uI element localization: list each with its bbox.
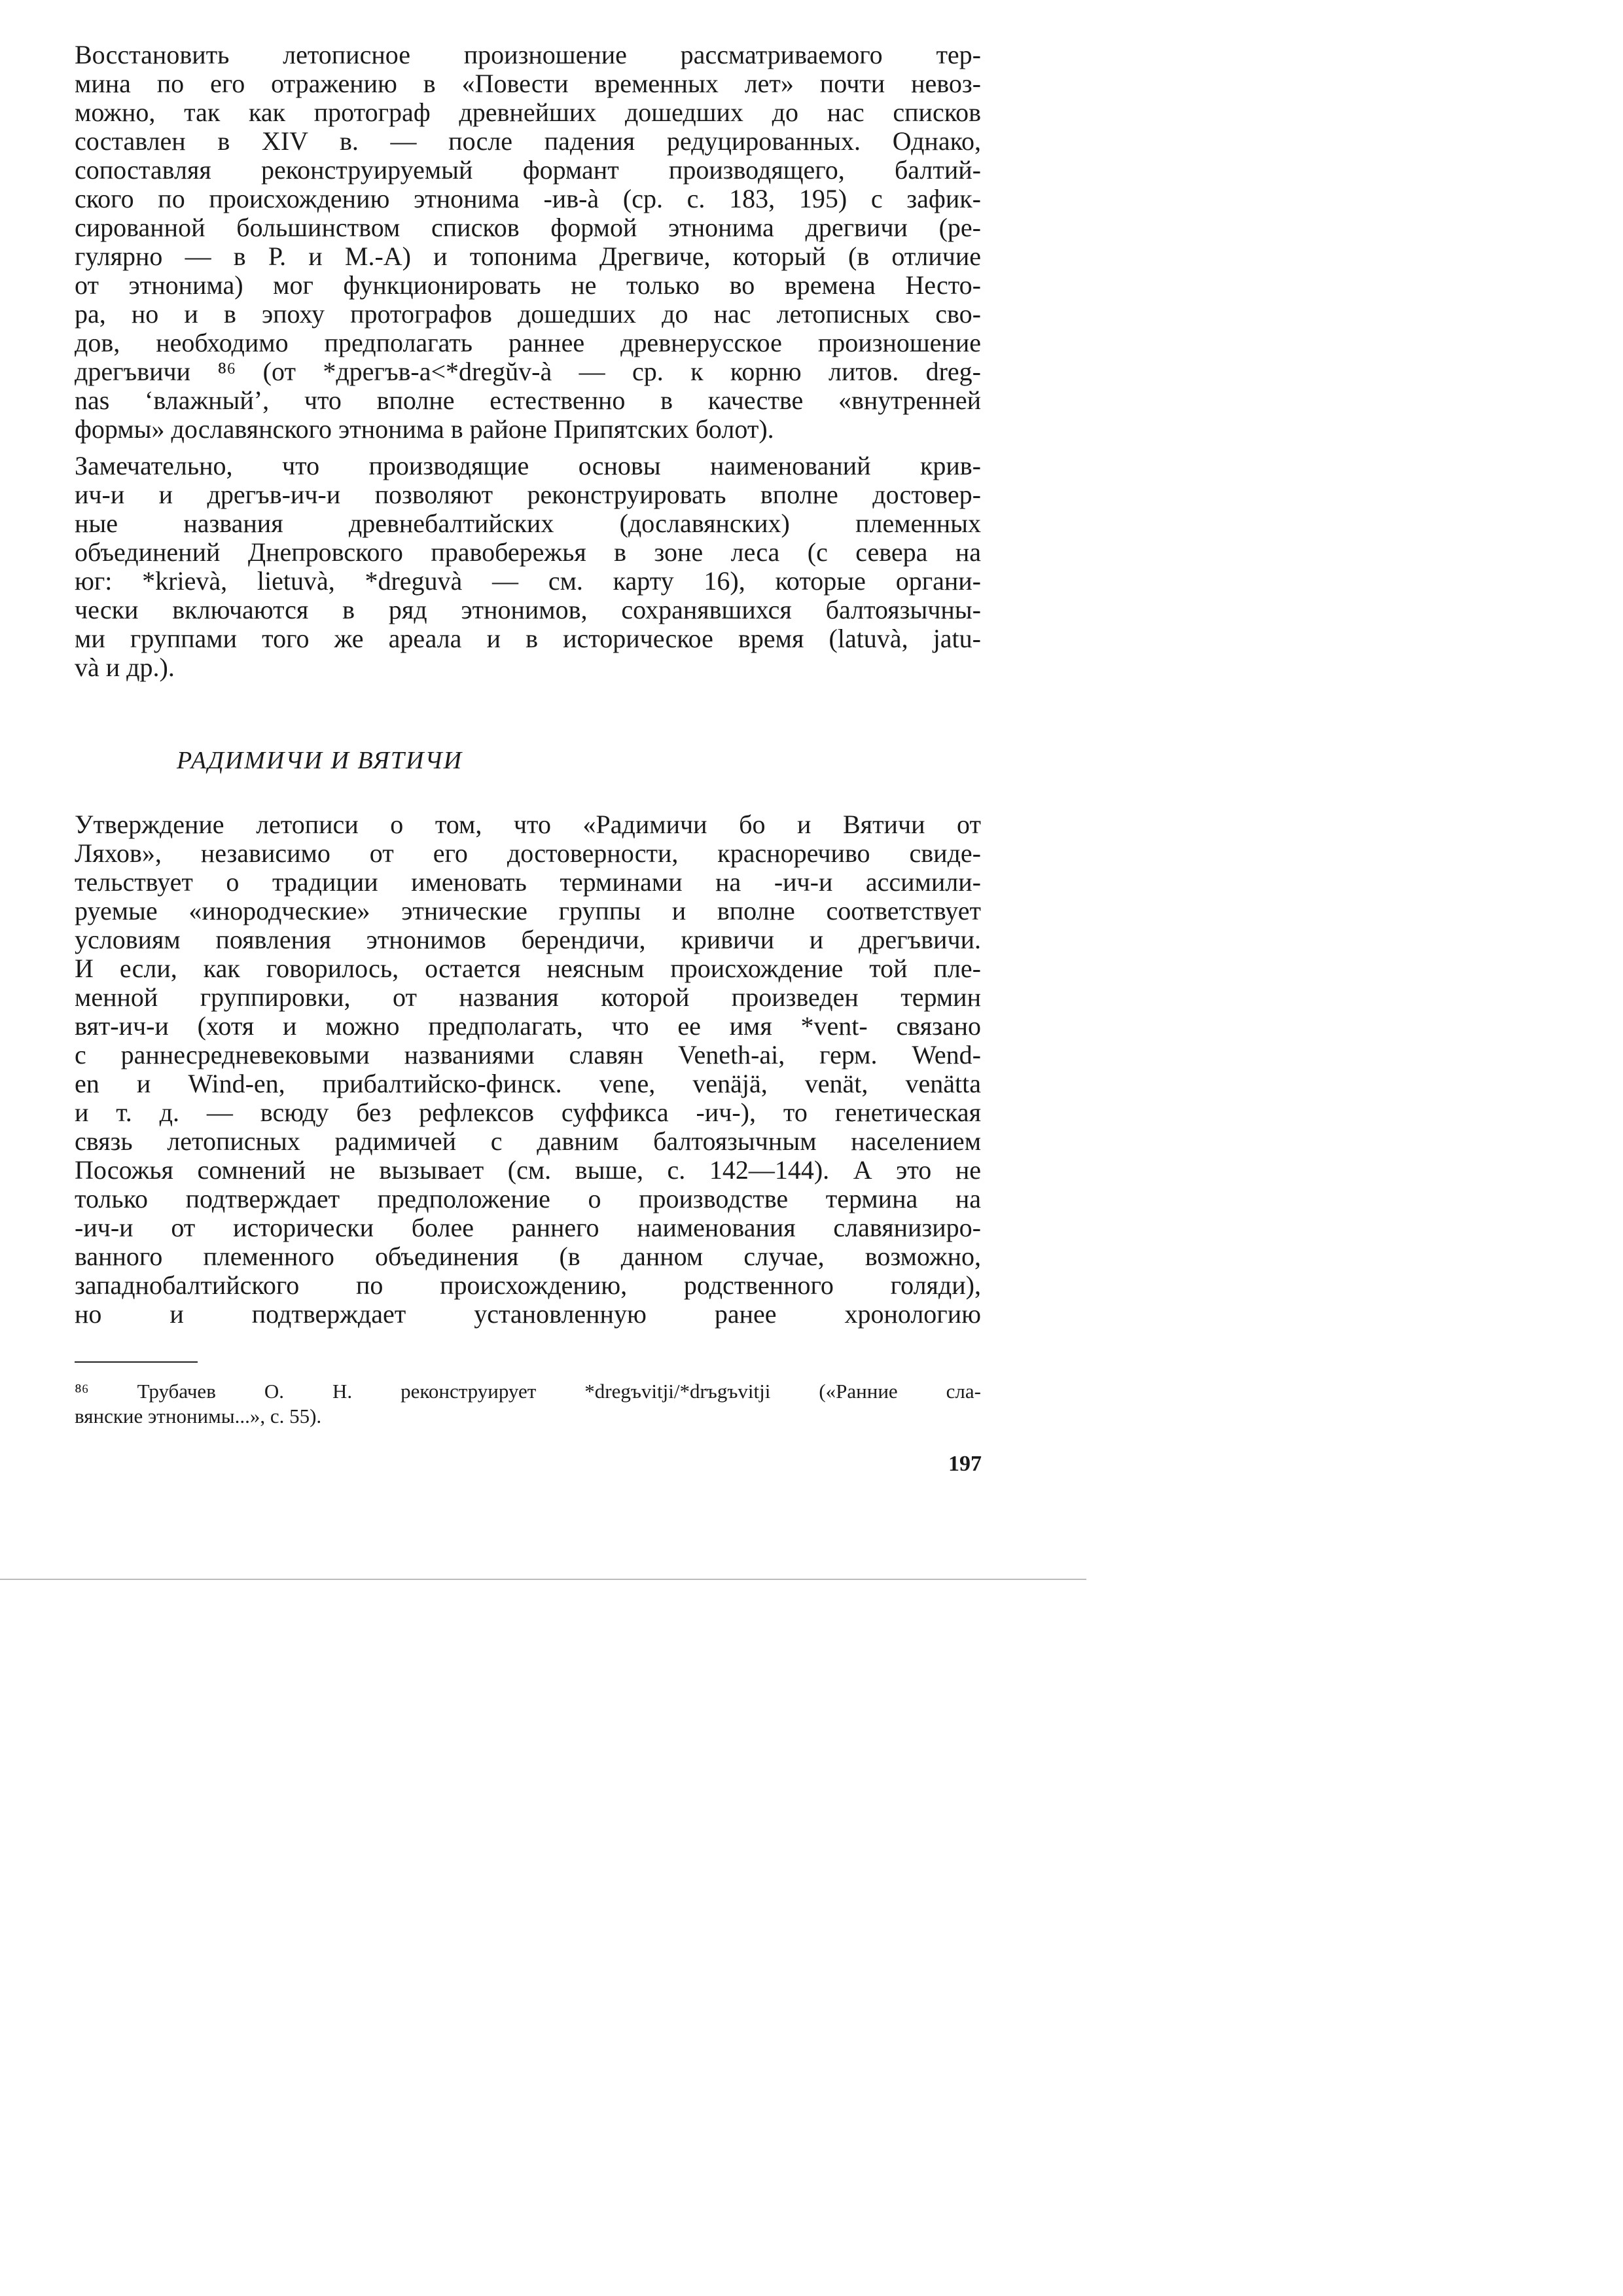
text-line: менной группировки, от названия которой произведен термин — [75, 983, 981, 1012]
text-line: en и Wind-en, прибалтийско-финск. vene, venäjä, venät, venätta — [75, 1069, 981, 1098]
text-line: юг: *krievà, lietuvà, *dreguvà — см. карту 16), которые органи- — [75, 567, 981, 596]
text-line: Восстановить летописное произношение рассматриваемого тер- — [75, 41, 981, 69]
footnote-line: вянские этнонимы...», с. 55). — [75, 1405, 322, 1427]
text-line: составлен в XIV в. — после падения редуцированных. Однако, — [75, 127, 981, 156]
text-line: гулярно — в Р. и М.-А) и топонима Дрегвиче, который (в отличие — [75, 242, 981, 271]
footnote-line: ⁸⁶ Трубачев О. Н. реконструирует *dregъvitji/*drъgъvitji («Ранние сла- — [75, 1380, 981, 1403]
text-line: nas ‘влажный’, что вполне естественно в качестве «внутренней — [75, 386, 981, 415]
text-line: сированной большинством списков формой этнонима дрегвичи (ре- — [75, 213, 981, 242]
text-line: с раннесредневековыми названиями славян Veneth-ai, герм. Wend- — [75, 1041, 981, 1069]
text-line: Ляхов», независимо от его достоверности, красноречиво свиде- — [75, 839, 981, 868]
text-line: дов, необходимо предполагать раннее древнерусское произношение — [75, 329, 981, 357]
text-line: Замечательно, что производящие основы наименований крив- — [75, 452, 981, 480]
text-line: условиям появления этнонимов берендичи, кривичи и дрегъвичи. — [75, 925, 981, 954]
footnote-divider — [75, 1361, 198, 1363]
text-line: ные названия древнебалтийских (дославянских) племенных — [75, 509, 981, 538]
text-line: ского по происхождению этнонима -ив-à (ср. с. 183, 195) с зафик- — [75, 185, 981, 213]
text-line: дрегъвичи ⁸⁶ (от *дрегъв-а<*dregŭv-à — ср. к корню литов. dreg- — [75, 357, 981, 386]
text-line: ра, но и в эпоху протографов дошедших до нас летописных сво- — [75, 300, 981, 329]
text-line: ми группами того же ареала и в историческое время (latuvà, jatu- — [75, 624, 981, 653]
text-line: руемые «инородческие» этнические группы и вполне соответствует — [75, 897, 981, 925]
text-line: западнобалтийского по происхождению, родственного голяди), — [75, 1271, 981, 1300]
text-line: формы» дославянского этнонима в районе Припятских болот). — [75, 415, 774, 444]
text-line: чески включаются в ряд этнонимов, сохранявшихся балтоязычны- — [75, 596, 981, 624]
text-line: ванного племенного объединения (в данном случае, возможно, — [75, 1242, 981, 1271]
section-heading: РАДИМИЧИ И ВЯТИЧИ — [177, 747, 463, 774]
text-line: объединений Днепровского правобережья в зоне леса (с севера на — [75, 538, 981, 567]
text-line: Посожья сомнений не вызывает (см. выше, с. 142—144). А это не — [75, 1156, 981, 1185]
text-line: от этнонима) мог функционировать не только во времена Несто- — [75, 271, 981, 300]
text-line: только подтверждает предположение о производстве термина на — [75, 1185, 981, 1213]
text-line: тельствует о традиции именовать терминами на -ич-и ассимили- — [75, 868, 981, 897]
text-line: мина по его отражению в «Повести временных лет» почти невоз- — [75, 69, 981, 98]
text-line: можно, так как протограф древнейших дошедших до нас списков — [75, 98, 981, 127]
text-line: ич-и и дрегъв-ич-и позволяют реконструировать вполне достовер- — [75, 480, 981, 509]
text-line: вят-ич-и (хотя и можно предполагать, что ее имя *vent- связано — [75, 1012, 981, 1041]
text-line: Утверждение летописи о том, что «Радимичи бо и Вятичи от — [75, 810, 981, 839]
text-line: и т. д. — всюду без рефлексов суффикса -ич-), то генетическая — [75, 1098, 981, 1127]
text-line: И если, как говорилось, остается неясным происхождение той пле- — [75, 954, 981, 983]
text-line: но и подтверждает установленную ранее хронологию — [75, 1300, 981, 1329]
scan-edge-divider — [0, 1579, 1086, 1580]
text-line: và и др.). — [75, 653, 175, 682]
text-line: -ич-и от исторически более раннего наименования славянизиро- — [75, 1213, 981, 1242]
page-number: 197 — [948, 1452, 982, 1476]
text-line: сопоставляя реконструируемый формант производящего, балтий- — [75, 156, 981, 185]
text-line: связь летописных радимичей с давним балтоязычным населением — [75, 1127, 981, 1156]
